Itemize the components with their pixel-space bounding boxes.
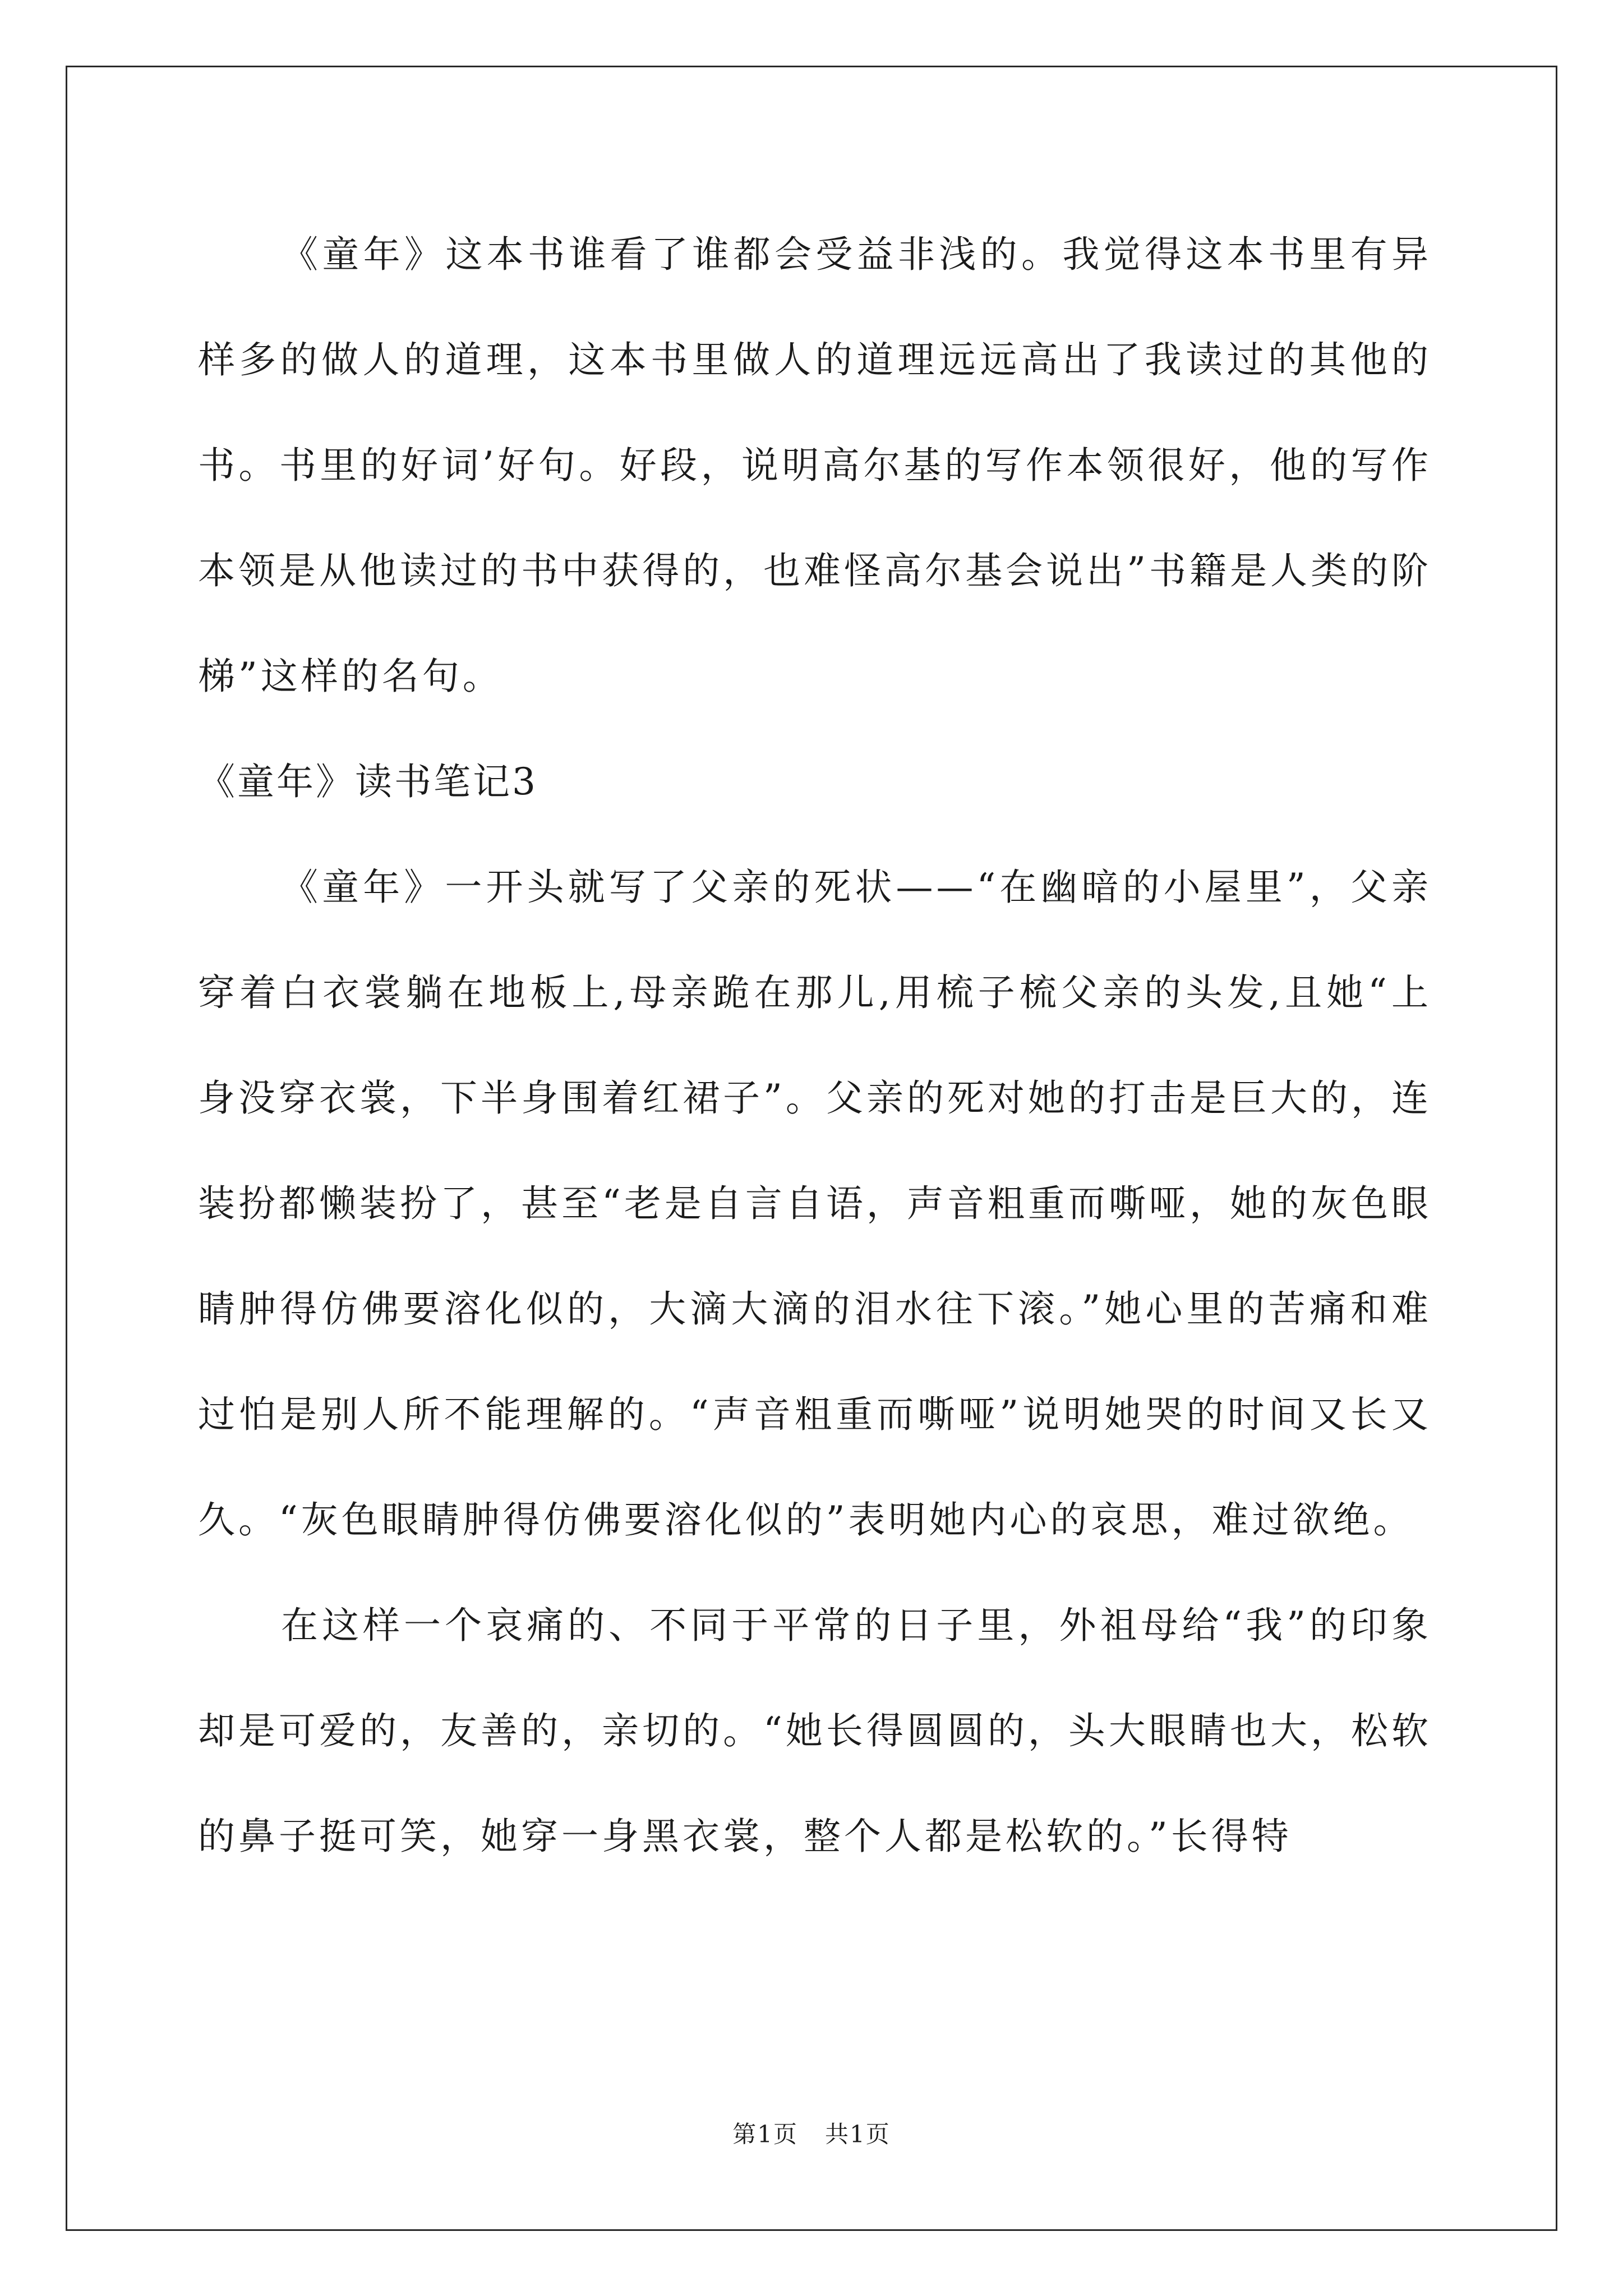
paragraph: 在这样一个哀痛的、不同于平常的日子里，外祖母给“我”的印象却是可爱的，友善的，亲切的。“她长得圆圆的，头大眼睛也大，松软的鼻子挺可笑，她穿一身黑衣裳，整个人都是松软的。”长得特 [198,1604,1432,1858]
document-body [198,202,1432,1889]
section-heading: 《童年》读书笔记3 [198,760,538,803]
paragraph: 《童年》这本书谁看了谁都会受益非浅的。我觉得这本书里有异样多的做人的道理，这本书里做人的道理远远高出了我读过的其他的书。书里的好词’好句。好段，说明高尔基的写作本领很好，他的写作本领是从他读过的书中获得的，也难怪高尔基会说出”书籍是人类的阶梯”这样的名句。 [198,233,1432,698]
page-number: 第1页 [732,2120,798,2148]
page-footer [0,2116,1623,2150]
page-total: 共1页 [825,2120,891,2148]
paragraph: 《童年》一开头就写了父亲的死状——“在幽暗的小屋里”，父亲穿着白衣裳躺在地板上,母亲跪在那儿,用梳子梳父亲的头发,且她“上身没穿衣裳，下半身围着红裙子”。父亲的死对她的打击是巨大的，连装扮都懒装扮了，甚至“老是自言自语，声音粗重而嘶哑，她的灰色眼睛肿得仿佛要溶化似的，大滴大滴的泪水往下滚。”她心里的苦痛和难过怕是别人所不能理解的。“声音粗重而嘶哑”说明她哭的时间又长又久。“灰色眼睛肿得仿佛要溶化似的”表明她内心的哀思，难过欲绝。 [198,866,1432,1542]
